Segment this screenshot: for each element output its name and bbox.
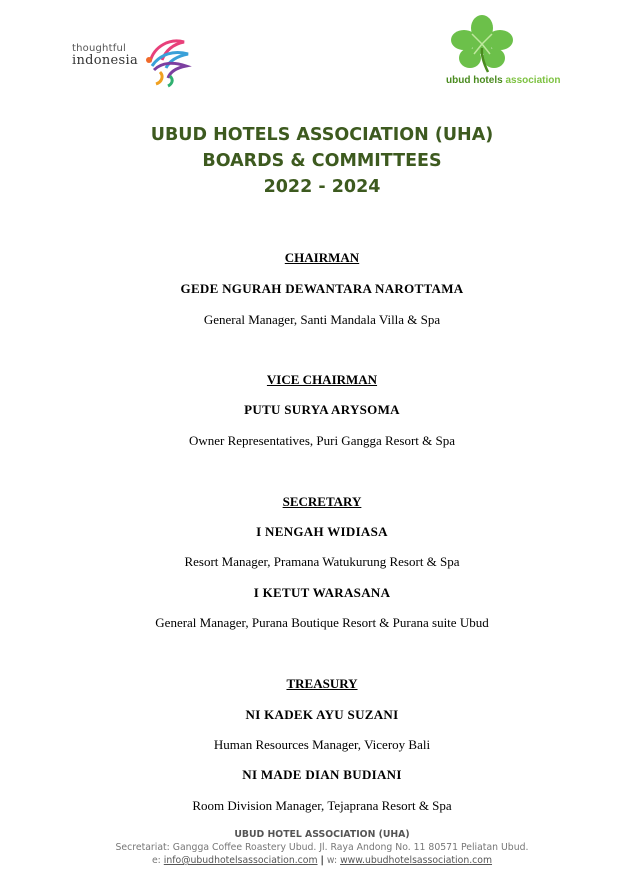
email-prefix: e: xyxy=(151,855,164,866)
footer-contact xyxy=(0,855,644,866)
footer-separator: | xyxy=(320,855,324,866)
footer-address: Secretariat: Gangga Coffee Roastery Ubud. Jl. Raya Andong No. 11 80571 Peliatan Ubud. xyxy=(115,842,529,853)
web-prefix: w: xyxy=(323,855,341,866)
logo-word-thoughtful: thoughtful xyxy=(72,43,126,54)
person-role: General Manager, Purana Boutique Resort & Purana suite Ubud xyxy=(155,615,489,630)
heading-line-2: BOARDS & COMMITTEES xyxy=(202,151,442,171)
person-role: Room Division Manager, Tejaprana Resort & Spa xyxy=(192,798,452,813)
heading-line-3: 2022 - 2024 xyxy=(263,177,381,197)
logo-word-indonesia: indonesia xyxy=(72,53,139,68)
person-role: Resort Manager, Pramana Watukurung Resort & Spa xyxy=(184,554,460,569)
website-link[interactable]: www.ubudhotelsassociation.com xyxy=(340,855,493,866)
logo-tagline: ubud hotels association xyxy=(446,75,561,86)
person-role: Owner Representatives, Puri Gangga Resort & Spa xyxy=(188,433,456,448)
person-name: I KETUT WARASANA xyxy=(253,585,391,600)
person-name: I NENGAH WIDIASA xyxy=(256,524,388,539)
section-title-treasury: TREASURY xyxy=(286,676,358,691)
person-name: NI MADE DIAN BUDIANI xyxy=(242,767,402,782)
footer-title: UBUD HOTEL ASSOCIATION (UHA) xyxy=(234,829,410,840)
section-title-vice-chairman: VICE CHAIRMAN xyxy=(266,372,378,387)
thoughtful-indonesia-logo xyxy=(60,30,195,96)
email-link[interactable]: info@ubudhotelsassociation.com xyxy=(163,855,318,866)
person-role: General Manager, Santi Mandala Villa & Spa xyxy=(203,312,441,327)
person-role: Human Resources Manager, Viceroy Bali xyxy=(213,737,431,752)
person-name: GEDE NGURAH DEWANTARA NAROTTAMA xyxy=(180,281,464,296)
page-heading xyxy=(0,122,644,200)
heading-line-1: UBUD HOTELS ASSOCIATION (UHA) xyxy=(150,125,494,145)
garuda-bird-icon xyxy=(140,32,194,88)
ubud-hotels-association-logo xyxy=(440,14,584,90)
clover-leaf-icon xyxy=(444,14,520,74)
person-name: PUTU SURYA ARYSOMA xyxy=(244,402,400,417)
person-name: NI KADEK AYU SUZANI xyxy=(245,707,399,722)
section-title-chairman: CHAIRMAN xyxy=(284,250,360,265)
section-title-secretary: SECRETARY xyxy=(282,494,362,509)
